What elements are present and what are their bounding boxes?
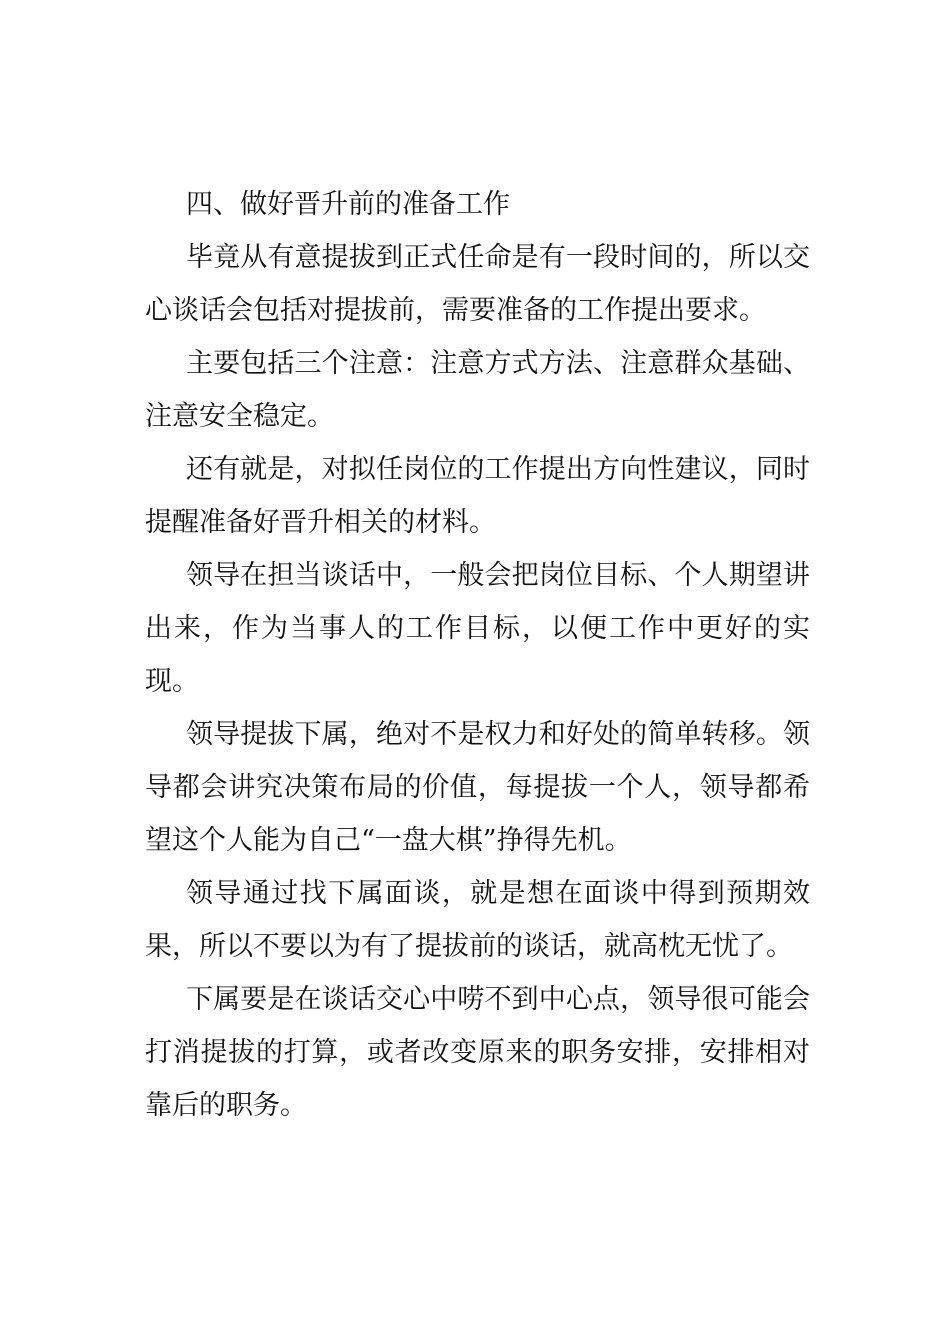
document-body — [145, 178, 810, 1132]
paragraph: 主要包括三个注意：注意方式方法、注意群众基础、注意安全稳定。 — [145, 348, 810, 432]
paragraph: 下属要是在谈话交心中唠不到中心点，领导很可能会打消提拔的打算，或者改变原来的职务安排，安排相对靠后的职务。 — [145, 984, 810, 1121]
paragraph: 领导在担当谈话中，一般会把岗位目标、个人期望讲出来，作为当事人的工作目标，以便工作中更好的实现。 — [145, 560, 810, 697]
paragraph: 毕竟从有意提拔到正式任命是有一段时间的，所以交心谈话会包括对提拔前，需要准备的工作提出要求。 — [145, 242, 810, 326]
paragraph: 领导通过找下属面谈，就是想在面谈中得到预期效果，所以不要以为有了提拔前的谈话，就高枕无忧了。 — [145, 878, 810, 962]
paragraph: 领导提拔下属，绝对不是权力和好处的简单转移。领导都会讲究决策布局的价值，每提拔一个人，领导都希望这个人能为自己“一盘大棋”挣得先机。 — [145, 719, 810, 856]
section-heading: 四、做好晋升前的准备工作 — [186, 189, 510, 220]
paragraph: 还有就是，对拟任岗位的工作提出方向性建议，同时提醒准备好晋升相关的材料。 — [145, 454, 810, 538]
